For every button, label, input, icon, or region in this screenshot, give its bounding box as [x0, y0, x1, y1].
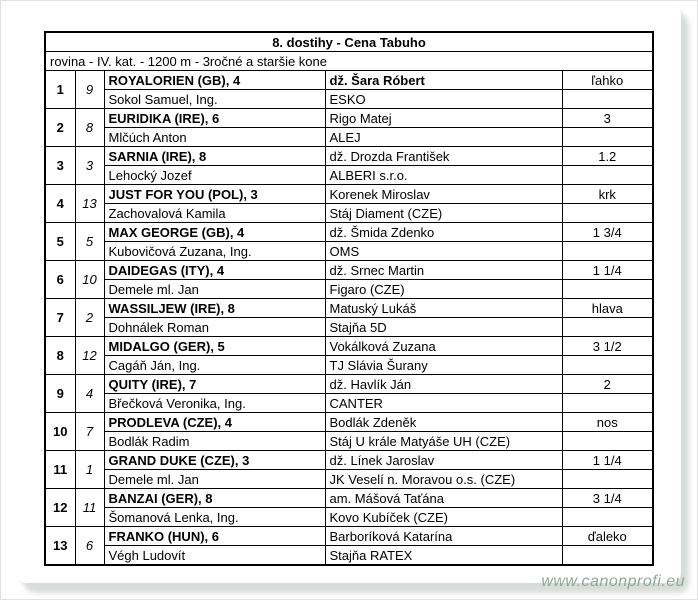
trainer-cell: Lehocký Jozef — [104, 166, 325, 185]
horse-name-cell: EURIDIKA (IRE), 6 — [104, 109, 325, 128]
horse-name-cell: ROYALORIEN (GB), 4 — [104, 71, 325, 90]
owner-cell: Kovo Kubíček (CZE) — [325, 508, 562, 527]
jockey-cell: Rigo Matej — [325, 109, 562, 128]
entry-row-sub — [45, 128, 653, 147]
draw-number-cell: 10 — [75, 261, 104, 299]
horse-name-cell: FRANKO (HUN), 6 — [104, 527, 325, 546]
horse-name-cell: MAX GEORGE (GB), 4 — [104, 223, 325, 242]
trainer-cell: Mlčúch Anton — [104, 128, 325, 147]
draw-number-cell: 7 — [75, 413, 104, 451]
margin-empty-cell — [562, 508, 653, 527]
owner-cell: Stáj Diament (CZE) — [325, 204, 562, 223]
position-cell: 3 — [45, 147, 75, 185]
margin-empty-cell — [562, 128, 653, 147]
jockey-cell: dž. Havlík Ján — [325, 375, 562, 394]
margin-empty-cell — [562, 318, 653, 337]
race-title-row — [45, 32, 653, 52]
horse-name-cell: BANZAI (GER), 8 — [104, 489, 325, 508]
entry-row-main — [45, 489, 653, 508]
margin-empty-cell — [562, 204, 653, 223]
race-results-table — [44, 31, 654, 566]
entry-row-main — [45, 147, 653, 166]
draw-number-cell: 5 — [75, 223, 104, 261]
margin-cell: ľahko — [562, 71, 653, 90]
margin-cell: 2 — [562, 375, 653, 394]
entry-row-main — [45, 337, 653, 356]
margin-cell: 1 3/4 — [562, 223, 653, 242]
race-conditions-row — [45, 52, 653, 71]
draw-number-cell: 6 — [75, 527, 104, 566]
position-cell: 10 — [45, 413, 75, 451]
owner-cell: Stajňa RATEX — [325, 546, 562, 566]
entry-row-main — [45, 223, 653, 242]
horse-name-cell: PRODLEVA (CZE), 4 — [104, 413, 325, 432]
entry-row-main — [45, 261, 653, 280]
entry-row-sub — [45, 280, 653, 299]
jockey-cell: dž. Šara Róbert — [325, 71, 562, 90]
trainer-cell: Sokol Samuel, Ing. — [104, 90, 325, 109]
draw-number-cell: 12 — [75, 337, 104, 375]
owner-cell: CANTER — [325, 394, 562, 413]
draw-number-cell: 1 — [75, 451, 104, 489]
draw-number-cell: 8 — [75, 109, 104, 147]
entry-row-main — [45, 413, 653, 432]
entry-row-sub — [45, 470, 653, 489]
draw-number-cell: 9 — [75, 71, 104, 109]
position-cell: 9 — [45, 375, 75, 413]
jockey-cell: dž. Srnec Martin — [325, 261, 562, 280]
draw-number-cell: 2 — [75, 299, 104, 337]
margin-empty-cell — [562, 356, 653, 375]
draw-number-cell: 13 — [75, 185, 104, 223]
horse-name-cell: MIDALGO (GER), 5 — [104, 337, 325, 356]
position-cell: 4 — [45, 185, 75, 223]
position-cell: 1 — [45, 71, 75, 109]
jockey-cell: dž. Línek Jaroslav — [325, 451, 562, 470]
margin-empty-cell — [562, 470, 653, 489]
margin-cell: 3 1/2 — [562, 337, 653, 356]
position-cell: 5 — [45, 223, 75, 261]
entry-row-sub — [45, 204, 653, 223]
margin-cell: krk — [562, 185, 653, 204]
margin-empty-cell — [562, 432, 653, 451]
owner-cell: Stajňa 5D — [325, 318, 562, 337]
entry-row-main — [45, 299, 653, 318]
jockey-cell: dž. Šmida Zdenko — [325, 223, 562, 242]
margin-empty-cell — [562, 546, 653, 566]
race-title: 8. dostihy - Cena Tabuho — [45, 32, 653, 52]
jockey-cell: am. Mášová Taťána — [325, 489, 562, 508]
jockey-cell: dž. Drozda František — [325, 147, 562, 166]
owner-cell: ESKO — [325, 90, 562, 109]
entry-row-sub — [45, 90, 653, 109]
margin-empty-cell — [562, 166, 653, 185]
horse-name-cell: WASSILJEW (IRE), 8 — [104, 299, 325, 318]
entry-row-main — [45, 185, 653, 204]
trainer-cell: Bodlák Radim — [104, 432, 325, 451]
margin-cell: 1.2 — [562, 147, 653, 166]
owner-cell: ALBERI s.r.o. — [325, 166, 562, 185]
entry-row-main — [45, 527, 653, 546]
draw-number-cell: 3 — [75, 147, 104, 185]
margin-empty-cell — [562, 242, 653, 261]
horse-name-cell: GRAND DUKE (CZE), 3 — [104, 451, 325, 470]
jockey-cell: Matuský Lukáš — [325, 299, 562, 318]
entry-row-sub — [45, 394, 653, 413]
trainer-cell: Végh Ludovít — [104, 546, 325, 566]
entry-row-sub — [45, 242, 653, 261]
jockey-cell: Korenek Miroslav — [325, 185, 562, 204]
trainer-cell: Demele ml. Jan — [104, 280, 325, 299]
margin-cell: 3 1/4 — [562, 489, 653, 508]
trainer-cell: Dohnálek Roman — [104, 318, 325, 337]
owner-cell: ALEJ — [325, 128, 562, 147]
horse-name-cell: DAIDEGAS (ITY), 4 — [104, 261, 325, 280]
position-cell: 13 — [45, 527, 75, 566]
owner-cell: JK Veselí n. Moravou o.s. (CZE) — [325, 470, 562, 489]
owner-cell: OMS — [325, 242, 562, 261]
entry-row-sub — [45, 432, 653, 451]
horse-name-cell: JUST FOR YOU (POL), 3 — [104, 185, 325, 204]
trainer-cell: Kubovičová Zuzana, Ing. — [104, 242, 325, 261]
owner-cell: TJ Slávia Šurany — [325, 356, 562, 375]
draw-number-cell: 11 — [75, 489, 104, 527]
trainer-cell: Demele ml. Jan — [104, 470, 325, 489]
margin-cell: 1 1/4 — [562, 261, 653, 280]
position-cell: 11 — [45, 451, 75, 489]
entry-row-main — [45, 375, 653, 394]
margin-cell: ďaleko — [562, 527, 653, 546]
entry-row-main — [45, 451, 653, 470]
margin-empty-cell — [562, 90, 653, 109]
owner-cell: Figaro (CZE) — [325, 280, 562, 299]
position-cell: 2 — [45, 109, 75, 147]
trainer-cell: Břečková Veronika, Ing. — [104, 394, 325, 413]
entry-row-main — [45, 71, 653, 90]
jockey-cell: Bodlák Zdeněk — [325, 413, 562, 432]
entry-row-main — [45, 109, 653, 128]
entry-row-sub — [45, 166, 653, 185]
margin-cell: 3 — [562, 109, 653, 128]
entry-row-sub — [45, 318, 653, 337]
entry-row-sub — [45, 508, 653, 527]
margin-cell: nos — [562, 413, 653, 432]
watermark-text: www.canonprofi.eu — [541, 573, 685, 590]
position-cell: 6 — [45, 261, 75, 299]
race-entries — [45, 71, 653, 566]
position-cell: 7 — [45, 299, 75, 337]
race-conditions: rovina - IV. kat. - 1200 m - 3ročné a staršie kone — [45, 52, 653, 71]
trainer-cell: Šomanová Lenka, Ing. — [104, 508, 325, 527]
draw-number-cell: 4 — [75, 375, 104, 413]
entry-row-sub — [45, 546, 653, 566]
entry-row-sub — [45, 356, 653, 375]
jockey-cell: Vokálková Zuzana — [325, 337, 562, 356]
margin-cell: hlava — [562, 299, 653, 318]
horse-name-cell: SARNIA (IRE), 8 — [104, 147, 325, 166]
trainer-cell: Zachovalová Kamila — [104, 204, 325, 223]
position-cell: 12 — [45, 489, 75, 527]
jockey-cell: Barboríková Katarína — [325, 527, 562, 546]
margin-empty-cell — [562, 394, 653, 413]
position-cell: 8 — [45, 337, 75, 375]
margin-empty-cell — [562, 280, 653, 299]
trainer-cell: Cagáň Ján, Ing. — [104, 356, 325, 375]
horse-name-cell: QUITY (IRE), 7 — [104, 375, 325, 394]
margin-cell: 1 1/4 — [562, 451, 653, 470]
owner-cell: Stáj U krále Matyáše UH (CZE) — [325, 432, 562, 451]
